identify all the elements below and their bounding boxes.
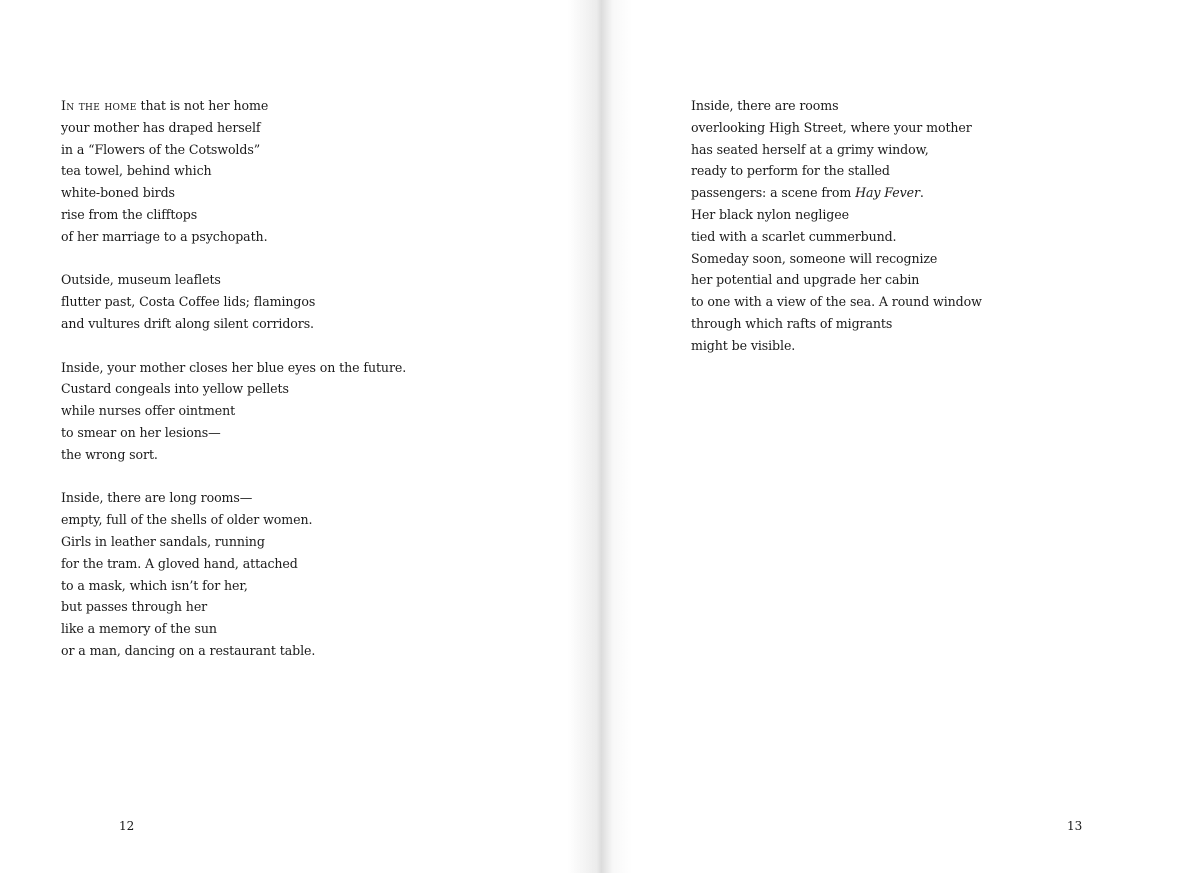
poem-line: ready to perform for the stalled [691, 163, 890, 179]
play-line-prefix: passengers: a scene from [691, 185, 856, 201]
stanza-break [61, 248, 406, 270]
poem-line: of her marriage to a psychopath. [61, 228, 268, 244]
poem-line: your mother has draped herself [61, 119, 261, 135]
poem-line: Inside, there are long rooms— [61, 490, 253, 506]
poem-text-right [691, 95, 982, 357]
poem-line: Inside, your mother closes her blue eyes on the future. [61, 359, 407, 375]
poem-line: like a memory of the sun [61, 621, 217, 637]
poem-line: for the tram. A gloved hand, attached [61, 555, 298, 571]
stanza-break [61, 335, 406, 357]
poem-line: her potential and upgrade her cabin [691, 272, 920, 288]
poem-line: rise from the clifftops [61, 206, 198, 222]
poem-line: flutter past, Costa Coffee lids; flamingos [61, 294, 316, 310]
page-number: 12 [119, 819, 135, 833]
poem-line: tied with a scarlet cummerbund. [691, 228, 897, 244]
poem-text-left [61, 95, 406, 662]
poem-line: white-boned birds [61, 185, 175, 201]
poem-line: Girls in leather sandals, running [61, 533, 265, 549]
poem-line: through which rafts of migrants [691, 315, 893, 331]
poem-line: to smear on her lesions— [61, 424, 221, 440]
poem-line: empty, full of the shells of older women. [61, 512, 313, 528]
right-page [600, 0, 1200, 873]
poem-line [691, 182, 982, 204]
poem-line: but passes through her [61, 599, 208, 615]
poem-line: or a man, dancing on a restaurant table. [61, 642, 316, 658]
page-number: 13 [1067, 819, 1083, 833]
poem-line: and vultures drift along silent corridors. [61, 315, 314, 331]
poem-line: has seated herself at a grimy window, [691, 141, 929, 157]
poem-line: tea towel, behind which [61, 163, 212, 179]
poem-line: Her black nylon negligee [691, 206, 849, 222]
poem-line: in a “Flowers of the Cotswolds” [61, 141, 261, 157]
poem-line: Custard congeals into yellow pellets [61, 381, 289, 397]
poem-line: Inside, there are rooms [691, 98, 839, 113]
poem-line [61, 95, 406, 117]
play-line-suffix: . [919, 185, 924, 201]
poem-line: might be visible. [691, 337, 796, 353]
poem-line: the wrong sort. [61, 446, 158, 462]
poem-line: Someday soon, someone will recognize [691, 250, 938, 266]
poem-line: overlooking High Street, where your mother [691, 119, 972, 135]
poem-line: Outside, museum leaflets [61, 272, 221, 288]
poem-line: to a mask, which isn’t for her, [61, 577, 248, 593]
opening-smallcaps: In the home [61, 98, 137, 113]
poem-line: while nurses offer ointment [61, 403, 236, 419]
stanza-break [61, 466, 406, 488]
play-title: Hay Fever [855, 185, 920, 201]
opening-line-rest: that is not her home [136, 98, 269, 113]
poem-line: to one with a view of the sea. A round window [691, 294, 982, 310]
